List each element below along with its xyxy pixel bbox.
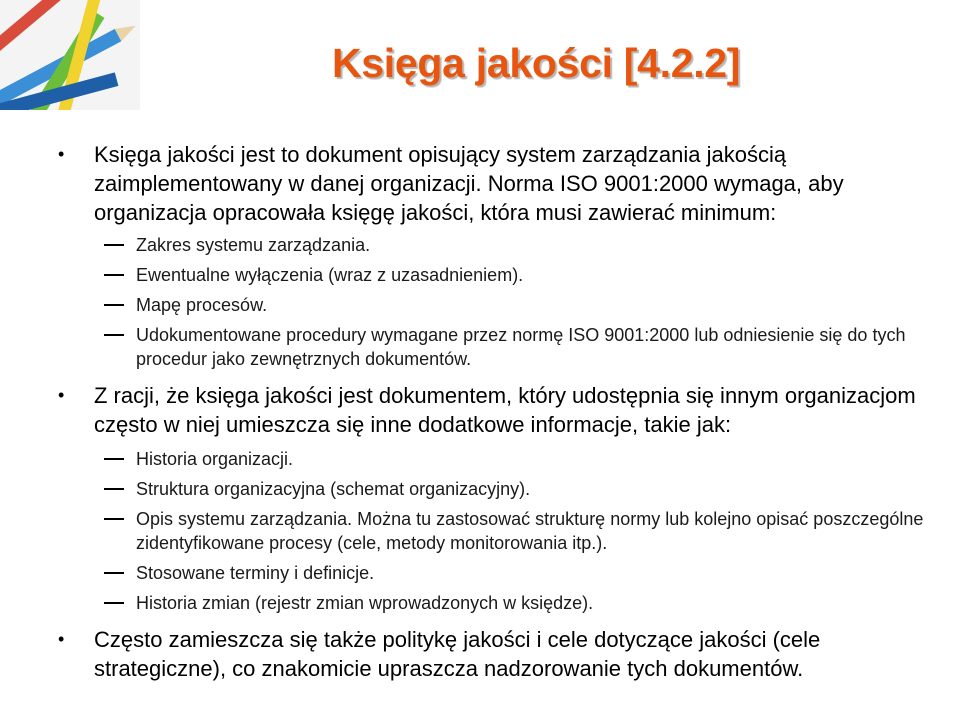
dash-marker [104, 244, 124, 246]
sub-item-text: Historia zmian (rejestr zmian wprowadzonych w księdze). [136, 593, 594, 613]
dash-marker [104, 602, 124, 604]
sub-item-text: Zakres systemu zarządzania. [136, 235, 371, 255]
bullet-additional-info [58, 381, 938, 439]
bullet-definition [58, 140, 938, 227]
dash-marker [104, 488, 124, 490]
dash-marker [104, 572, 124, 574]
sub-item-text: Struktura organizacyjna (schemat organizacyjny). [136, 479, 531, 499]
sub-item-text: Mapę procesów. [136, 295, 268, 315]
bullet-text: Księga jakości jest to dokument opisujący system zarządzania jakością zaimplementowany w danej organizacji. Norma ISO 9001:2000 wymaga, aby organizacja opracowała księgę jakości, która musi zawierać minimum: [94, 142, 844, 225]
sub-item-text: Ewentualne wyłączenia (wraz z uzasadnieniem). [136, 265, 524, 285]
sub-item [58, 447, 938, 471]
dash-marker [104, 518, 124, 520]
sub-item [58, 323, 938, 371]
bullet-text: Często zamieszcza się także politykę jakości i cele dotyczące jakości (cele strategiczne), co znakomicie upraszcza nadzorowanie tych dokumentów. [94, 627, 821, 681]
sub-item [58, 561, 938, 585]
bullet-quality-policy [58, 625, 938, 683]
dash-marker [104, 458, 124, 460]
sub-item-text: Udokumentowane procedury wymagane przez normę ISO 9001:2000 lub odniesienie się do tych procedur jako zewnętrznych dokumentów. [136, 325, 906, 369]
bullet-text: Z racji, że księga jakości jest dokumentem, który udostępnia się innym organizacjom często w niej umieszcza się inne dodatkowe informacje, takie jak: [94, 383, 916, 437]
sub-item [58, 477, 938, 501]
sub-item-text: Historia organizacji. [136, 449, 294, 469]
bullet-marker: • [58, 144, 65, 164]
sub-item [58, 591, 938, 615]
page-title: Księga jakości [4.2.2] [332, 40, 741, 86]
bullet-marker: • [58, 385, 65, 405]
sub-item [58, 233, 938, 257]
dash-marker [104, 304, 124, 306]
dash-marker [104, 334, 124, 336]
sub-item-text: Opis systemu zarządzania. Można tu zastosować strukturę normy lub kolejno opisać poszczególne zidentyfikowane procesy (cele, metody monitorowania itp.). [136, 509, 924, 553]
sub-item [58, 263, 938, 287]
pencils-image [0, 0, 140, 110]
sub-item [58, 507, 938, 555]
sub-item [58, 293, 938, 317]
dash-marker [104, 274, 124, 276]
content-body [58, 140, 938, 683]
sub-item-text: Stosowane terminy i definicje. [136, 563, 375, 583]
bullet-marker: • [58, 629, 65, 649]
